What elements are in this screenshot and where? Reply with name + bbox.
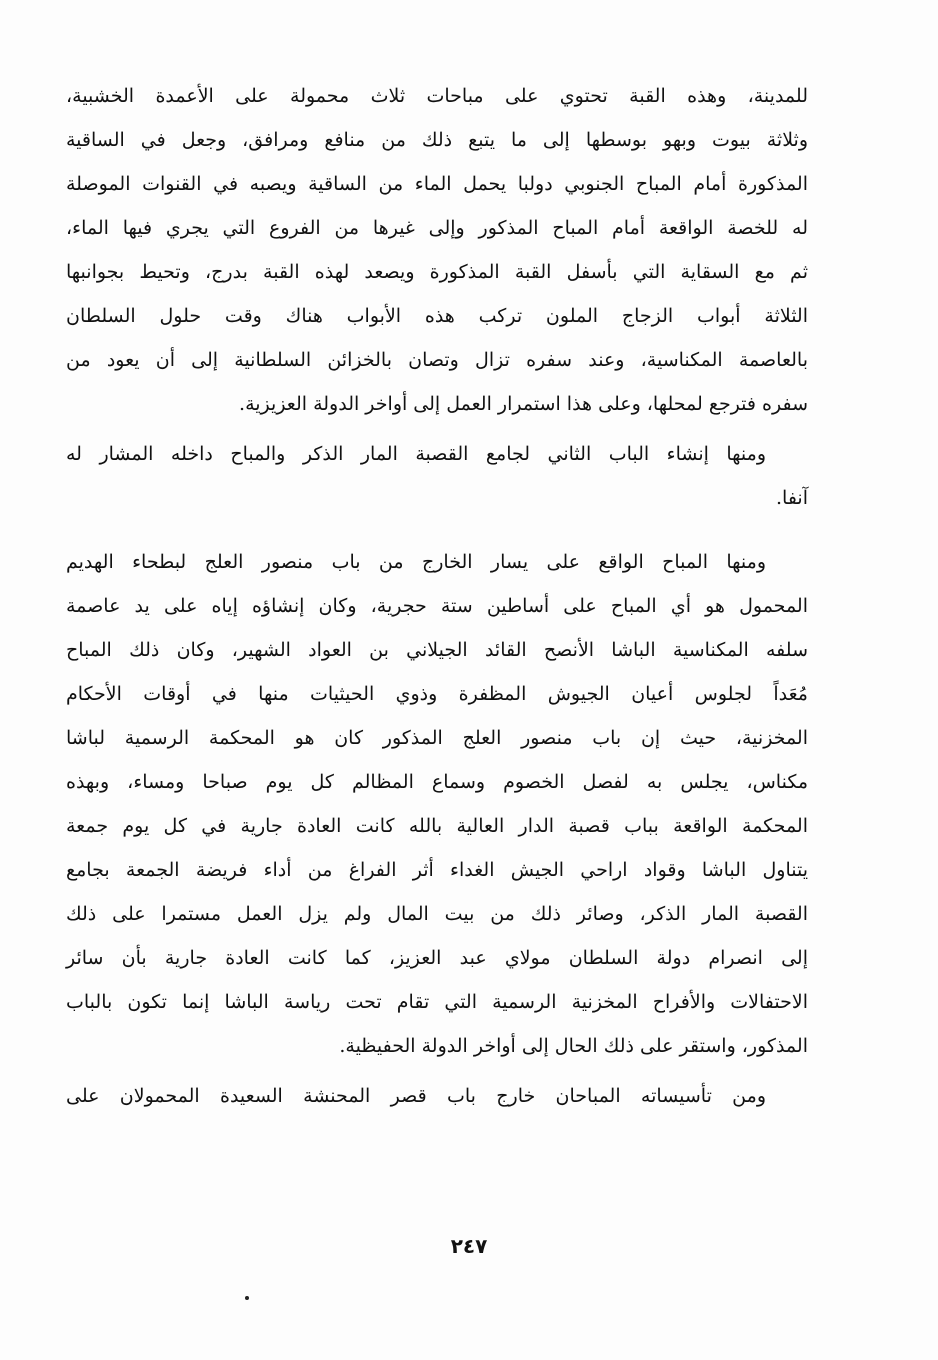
text-line: سفره فترجع لمحلها، وعلى هذا استمرار العمل إلى أواخر الدولة العزيزية.	[239, 393, 808, 415]
text-line: المحمول هو أي المباح على أساطين ستة حجرية، وكان إنشاؤه إياه على يد عاصمة	[66, 595, 808, 617]
text-line: وثلاثة بيوت وبهو بوسطها إلى ما يتبع ذلك من منافع ومرافق، وجعل في الساقية	[66, 129, 808, 151]
text-line: الثلاثة أبواب الزجاج الملون تركب هذه الأبواب هناك وقت حلول السلطان	[66, 305, 808, 327]
text-line: المخزنية، حيث إن باب منصور العلج المذكور كان هو المحكمة الرسمية لباشا	[66, 727, 808, 749]
text-line: ومنها إنشاء الباب الثاني لجامع القصبة المار الذكر والمباح داخله المشار له	[66, 443, 766, 465]
body-text	[66, 74, 808, 1124]
page-number: ٢٤٧	[450, 1234, 488, 1258]
text-line: المحكمة الواقعة بباب قصبة الدار العالية بالله كانت العادة جارية في كل يوم جمعة	[66, 815, 808, 837]
scan-speck	[245, 1296, 249, 1300]
text-line: بالعاصمة المكناسية، وعند سفره تزال وتصان بالخزائن السلطانية إلى أن يعود من	[66, 349, 808, 371]
paragraph-1	[66, 74, 808, 426]
text-line: له للخصة الواقعة أمام المباح المذكور وإلى غيرها من الفروع التي يجري فيها الماء،	[66, 217, 808, 239]
paragraph-3	[66, 540, 808, 1068]
text-line: ومنها المباح الواقع على يسار الخارج من باب منصور العلج لبطحاء الهديم	[66, 551, 766, 573]
paragraph-2	[66, 432, 808, 520]
text-line: مُعَداً لجلوس أعيان الجيوش المظفرة وذوي الحيثيات منها في أوقات الأحكام	[66, 683, 808, 705]
paragraph-4	[66, 1074, 808, 1118]
text-line: المذكور، واستقر على ذلك الحال إلى أواخر الدولة الحفيظية.	[339, 1035, 808, 1057]
text-line: الاحتفالات والأفراح المخزنية الرسمية التي تقام تحت رياسة الباشا إنما تكون بالباب	[66, 991, 808, 1013]
text-line: آنفا.	[775, 487, 808, 509]
text-line: إلى انصرام دولة السلطان مولاي عبد العزيز، كما كانت العادة جارية بأن سائر	[66, 947, 808, 969]
text-line: المذكورة أمام المباح الجنوبي دولبا يحمل الماء من الساقية ويصبه في القنوات الموصلة	[66, 173, 808, 195]
paragraph-gap	[66, 526, 808, 540]
text-line: مكناس، يجلس به لفصل الخصوم وسماع المظالم كل يوم صباحا ومساء، وبهذه	[66, 771, 808, 793]
text-line: يتناول الباشا وقواد اراحي الجيش الغداء أثر الفراغ من أداء فريضة الجمعة بجامع	[66, 859, 808, 881]
text-line: للمدينة، وهذه القبة تحتوي على مباحات ثلاث محمولة على الأعمدة الخشبية،	[66, 85, 808, 107]
text-line: سلفه المكناسية الباشا الأنصح القائد الجيلاني بن العواد الشهير، وكان ذلك المباح	[66, 639, 808, 661]
text-line: القصبة المار الذكر، وصائر ذلك من بيت المال ولم يزل العمل مستمرا على ذلك	[66, 903, 809, 925]
text-line: ثم مع السقاية التي بأسفل القبة المذكورة ويصعد لهذه القبة بدرج، وتحيط بجوانبها	[66, 261, 808, 283]
text-line: ومن تأسيساته المباحان خارج باب قصر المحنشة السعيدة المحمولان على	[66, 1085, 766, 1107]
